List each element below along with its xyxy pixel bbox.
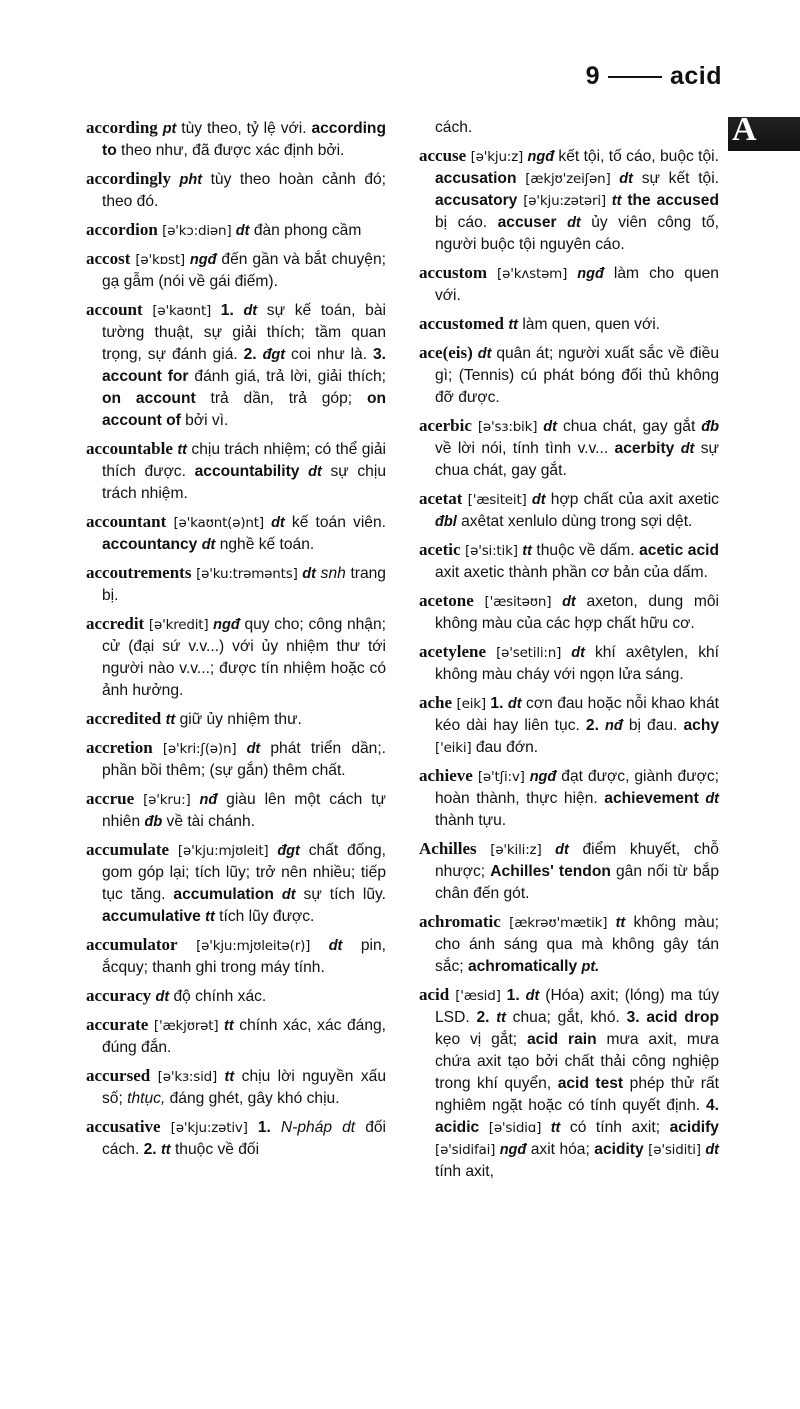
definition-text: kẹo vị gắt; [435,1031,527,1048]
pronunciation: [ə'kju:z] [470,149,524,165]
headword: account [86,300,143,319]
part-of-speech: dt [243,303,258,319]
part-of-speech: dt [555,842,569,858]
dictionary-entry-accuracy [86,985,386,1008]
part-of-speech: đbl [435,514,457,530]
definition-text: tích lũy được. [214,908,315,925]
definition-text: giữ ủy nhiệm thư. [175,711,302,728]
definition-text: làm cho quen với. [435,265,719,304]
definition-text: kế toán viên. [284,514,386,531]
page-number: 9 [585,62,600,90]
headword: accustom [419,263,487,282]
part-of-speech: dt [308,464,322,480]
dictionary-entry-accredit [86,613,386,702]
part-of-speech: dt [531,492,546,508]
definition-text: chịu lời nguyền xấu số; [102,1068,386,1107]
headword: accredited [86,709,162,728]
definition-text [143,302,153,319]
part-of-speech: dt [705,791,719,807]
definition-text: cơn đau hoặc nỗi khao khát kéo dài hay liên tục. [435,695,719,734]
definition-text: axit hóa; [526,1141,595,1158]
definition-text: chính xác, xác đáng, đúng đắn. [102,1017,386,1056]
sub-entry: accountability [194,463,300,480]
part-of-speech: tt [496,1010,506,1026]
definition-text [236,740,246,757]
part-of-speech: ngđ [189,252,217,268]
part-of-speech: dt [235,223,250,239]
dictionary-entry-acerbic [419,415,719,482]
dictionary-entry-achromatic [419,911,719,978]
definition-text: bị cáo. [435,214,498,231]
definition-text: chịu trách nhiệm; có thể giải thích được. [102,441,386,480]
sub-entry: Achilles' tendon [490,863,611,880]
headword: accretion [86,738,153,757]
dictionary-entry-accoutrements [86,562,386,607]
sub-entry: acetic acid [639,542,719,559]
dictionary-entry-accrue [86,788,386,833]
definition-text: chua; gắt, khó. [505,1009,627,1026]
part-of-speech: tt [224,1069,235,1085]
sub-entry: achromatically [467,958,578,975]
definition-text: nghề kế toán. [215,536,315,553]
usage-label: thtục, [127,1090,166,1107]
definition-text: độ chính xác. [169,988,267,1005]
dictionary-entry-accustomed [419,313,719,336]
sub-entry: acidity [594,1141,644,1158]
dictionary-entry-achieve [419,765,719,832]
part-of-speech: đb [144,814,163,830]
dictionary-entry-accumulate [86,839,386,928]
sub-entry: 2. [143,1141,157,1158]
headword: achromatic [419,912,501,931]
definition-text: sự chua chát, gay gắt. [435,440,719,479]
definition-text: phép thử rất nghiêm ngặt hoặc có tính quyết định. [435,1075,719,1114]
part-of-speech: ngđ [527,149,555,165]
part-of-speech: dt [281,887,296,903]
pronunciation: [ə'kɒst] [135,252,185,268]
definition-text: bị đau. [622,717,684,734]
page-header [586,62,722,91]
definition-text: thành tựu. [435,812,507,829]
definition-text [516,170,525,187]
headword: ace(eis) [419,343,473,362]
definition-text: cách. [435,119,473,136]
sub-entry: 3. account for [102,346,386,385]
sub-entry: according to [102,120,386,159]
definition-text: axêtat xenlulo dùng trong sợi dệt. [456,513,693,530]
pronunciation: ['ækjʊrət] [153,1018,219,1034]
headword: acerbic [419,416,472,435]
dictionary-entry-accuse [419,145,719,256]
part-of-speech: tt [522,543,532,559]
pronunciation: [ə'kaʊnt] [152,303,212,319]
sub-entry: 1. [490,695,504,712]
dictionary-entry-account [86,299,386,432]
headword: accuse [419,146,467,165]
definition-text [486,644,496,661]
part-of-speech: tt [508,317,518,333]
definition-text: đau đớn. [471,739,539,756]
definition-text: coi như là. [285,346,373,363]
part-of-speech: dt [619,171,633,187]
part-of-speech: dt [477,346,492,362]
dictionary-entry-accurate [86,1014,386,1059]
pronunciation: [ə'sidiɑ] [488,1120,542,1136]
part-of-speech: dt [571,645,585,661]
definition-text: theo như, đã được xác định bởi. [116,142,345,159]
headword: accumulate [86,840,170,859]
definition-text [161,1119,171,1136]
sub-entry: the accused [627,192,719,209]
dictionary-entry-accumulator [86,934,386,979]
part-of-speech: dt [705,1142,719,1158]
part-of-speech: dt [201,537,216,553]
definition-text: khí axêtylen, khí không màu cháy với ngọn lửa sáng. [435,644,719,683]
definition-text [551,593,562,610]
part-of-speech: ngđ [213,617,240,633]
definition-text: sự chịu trách nhiệm. [102,463,386,502]
definition-text [501,914,509,931]
headword: accordingly [86,169,171,188]
headword: accumulator [86,935,178,954]
left-column [86,117,386,1167]
definition-text [264,514,271,531]
pronunciation: ['eiki] [435,740,472,756]
right-column [419,117,719,1189]
part-of-speech: dt [567,215,581,231]
definition-text [150,1068,157,1085]
part-of-speech: tt [615,915,626,931]
definition-text: chất đống, gom góp lại; tích lũy; trở nên nhiều; tiếp tục tăng. [102,842,386,903]
definition-text [271,1119,281,1136]
definition-text: quân át; người xuất sắc về điều gì; (Tennis) cú phát bóng đối thủ không đỡ được. [435,345,719,406]
part-of-speech: dt [271,515,285,531]
part-of-speech: pt [162,121,177,137]
definition-text: đánh giá, trả lời, giải thích; [188,368,386,385]
definition-text: thuộc về dấm. [531,542,640,559]
part-of-speech: đgt [277,843,300,859]
sub-entry: acid test [557,1075,624,1092]
definition-text: mưa axit, mưa chứa axit tạo bởi chất thải công nghiệp trong khí quyển, [435,1031,719,1092]
definition-text [299,463,308,480]
headword: acid [419,985,450,1004]
definition-text: tùy theo, tỷ lệ với. [176,120,312,137]
dictionary-entry-accountable [86,438,386,505]
definition-text: không màu; cho ánh sáng qua mà không gây tán sắc; [435,914,719,975]
pronunciation: [ə'setili:n] [496,645,562,661]
guide-word: acid [669,62,722,90]
definition-text: về tài chánh. [162,813,255,830]
dictionary-entry-ace [419,342,719,409]
sub-entry: 2. [476,1009,490,1026]
definition-text [310,937,328,954]
dictionary-entry-accost [86,248,386,293]
headword: ache [419,693,453,712]
definition-text: trang bị. [102,565,386,604]
definition-text: (Hóa) axit; (lóng) ma túy LSD. [435,987,720,1026]
pronunciation: [ə'ku:trəmənts] [196,566,298,582]
definition-text: sự kết tội. [632,170,719,187]
definition-text [153,740,163,757]
pronunciation: ['æsitəʊn] [484,594,552,610]
part-of-speech: đb [701,419,719,435]
pronunciation: [ə'kredit] [148,617,209,633]
pronunciation: [ə'kju:mjʊleitə(r)] [196,938,311,954]
part-of-speech: tt [177,442,187,458]
dictionary-entry-accustom [419,262,719,307]
pronunciation: [ə'kʌstəm] [497,266,568,282]
pronunciation: ['æsiteit] [467,492,527,508]
headword: acetone [419,591,474,610]
part-of-speech: dt [680,441,695,457]
headword: accurate [86,1015,149,1034]
part-of-speech: tt [205,909,215,925]
part-of-speech: dt [246,741,261,757]
definition-text: tùy theo hoàn cảnh đó; theo đó. [102,171,386,210]
definition-text: đáng ghét, gây khó chịu. [165,1090,340,1107]
sub-entry: on account [102,390,196,407]
part-of-speech: tt [550,1120,561,1136]
pronunciation: [ə'kru:] [143,792,191,808]
pronunciation: [eik] [456,696,486,712]
headword: accoutrements [86,563,192,582]
definition-text: giàu lên một cách tự nhiên [102,791,386,830]
definition-text [134,791,143,808]
definition-text [542,841,556,858]
thumb-tab-letter: A [732,111,757,148]
headword: accustomed [419,314,504,333]
definition-text: đạt được, giành được; hoàn thành, thực hiện. [435,768,719,807]
definition-text [479,1119,489,1136]
dictionary-entry-accordingly [86,168,386,213]
pronunciation: [ə'kju:zətəri] [523,193,606,209]
part-of-speech: dt [525,988,540,1004]
dictionary-entry-accordion [86,219,386,242]
dictionary-entry-accusative [86,1116,386,1161]
header-dash [608,76,662,78]
definition-text [487,265,497,282]
definition-text: về lời nói, tính tình v.v... [435,440,615,457]
headword: acetat [419,489,463,508]
dictionary-entry-according [86,117,386,162]
part-of-speech: ngđ [499,1142,527,1158]
usage-label: N-pháp dt [280,1119,356,1136]
pronunciation: [ə'si:tik] [465,543,518,559]
sub-entry: accountancy [102,536,198,553]
pronunciation: [ə'kju:zətiv] [170,1120,248,1136]
part-of-speech: dt [562,594,576,610]
sub-entry: achy [683,717,720,734]
headword: accountant [86,512,167,531]
part-of-speech: tt [224,1018,234,1034]
dictionary-entry-acetone [419,590,719,635]
part-of-speech: đgt [262,347,286,363]
part-of-speech: ngđ [577,266,604,282]
headword: Achilles [419,839,477,858]
sub-entry: acerbity [614,440,675,457]
definition-text [557,214,568,231]
definition-text: đối cách. [102,1119,386,1158]
definition-text: bởi vì. [180,412,229,429]
sub-entry: 1. [220,302,234,319]
definition-text [567,265,577,282]
headword: accost [86,249,131,268]
definition-text: kết tội, tố cáo, buộc tội. [554,148,719,165]
headword: accordion [86,220,158,239]
sub-entry: 1. [506,987,520,1004]
part-of-speech: tt [165,712,176,728]
pronunciation: [ə'kili:z] [490,842,542,858]
definition-text [248,1119,258,1136]
pronunciation: [ə'sidifai] [435,1142,496,1158]
definition-text: quy cho; công nhận; cử (đại sứ v.v...) với ủy nhiệm thư tới người nào v.v...; được tín nhiệm hoặc có ảnh hưởng. [102,616,386,699]
pronunciation: [ə'kaʊnt(ə)nt] [173,515,264,531]
pronunciation: [ə'tʃi:v] [477,769,525,785]
pronunciation: [ə'kɔ:diən] [162,223,232,239]
definition-text [274,886,282,903]
definition-text: có tính axit; [560,1119,670,1136]
usage-label: snh [320,565,346,582]
definition-text: đến gần và bắt chuyện; gạ gẫm (nói về gái điếm). [102,251,386,290]
definition-text [178,937,196,954]
sub-entry: 3. acid drop [626,1009,719,1026]
definition-text [607,914,615,931]
dictionary-entry-acetic [419,539,719,584]
part-of-speech: dt [328,938,343,954]
pronunciation: [ə'sɜ:bik] [477,419,538,435]
definition-text: chua chát, gay gắt [556,418,702,435]
dictionary-entry-acid [419,984,719,1183]
part-of-speech: pht [179,172,203,188]
dictionary-entry-acetat [419,488,719,533]
definition-text [474,593,485,610]
part-of-speech: nđ [605,718,623,734]
sub-entry: accusatory [435,192,518,209]
part-of-speech: nđ [199,792,218,808]
definition-text [477,841,491,858]
definition-text: gân nối từ bắp chân đến gót. [435,863,719,902]
sub-entry: accuser [497,214,557,231]
definition-text [171,171,180,188]
pronunciation: [ə'kju:mjʊleit] [177,843,269,859]
dictionary-entry-accursed [86,1065,386,1110]
definition-text: sự tích lũy. [295,886,386,903]
part-of-speech: tt [160,1142,171,1158]
letter-thumb-tab [728,111,800,151]
headword: according [86,118,158,137]
definition-text [169,842,178,859]
sub-entry: 2. [585,717,599,734]
definition-text: trả dần, trả góp; [195,390,367,407]
pronunciation: ['æsid] [455,988,501,1004]
headword: accursed [86,1066,151,1085]
definition-text: làm quen, quen với. [518,316,660,333]
sub-entry: on account of [102,390,386,429]
definition-text: hợp chất của axit axetic [545,491,719,508]
part-of-speech: dt [155,989,170,1005]
sub-entry: 4. acidic [435,1097,719,1136]
dictionary-entry-accretion [86,737,386,782]
definition-text [611,170,620,187]
definition-text [211,302,221,319]
definition-text [561,644,571,661]
pronunciation: [ə'kri:ʃ(ə)n] [162,741,237,757]
definition-text [234,302,244,319]
part-of-speech: ngđ [529,769,557,785]
part-of-speech: dt [302,566,316,582]
headword: accuracy [86,986,152,1005]
part-of-speech: dt [507,696,522,712]
dictionary-entry-accountant [86,511,386,556]
sub-entry: accumulation [173,886,274,903]
sub-entry: 1. [257,1119,271,1136]
sub-entry: acid rain [526,1031,597,1048]
definition-text: axeton, dung môi không màu của các hợp chất hữu cơ. [435,593,719,632]
definition-text: đàn phong cầm [249,222,362,239]
dictionary-entry-ache [419,692,719,759]
dictionary-entry-accredited [86,708,386,731]
headword: accusative [86,1117,161,1136]
definition-text [541,1119,551,1136]
definition-text: axit axetic thành phần cơ bản của dấm. [435,564,708,581]
pronunciation: [ə'kɜ:sid] [157,1069,218,1085]
headword: achieve [419,766,473,785]
sub-entry: acidify [669,1119,719,1136]
pronunciation: [ə'siditi] [648,1142,701,1158]
definition-text: ủy viên công tố, người buộc tội nguyên cáo. [435,214,719,253]
pronunciation: [ækrəʊ'mætik] [509,915,608,931]
headword: acetylene [419,642,487,661]
dictionary-entry-achilles [419,838,719,905]
definition-text: sự kế toán, bài tường thuật, sự giải thích; tầm quan trọng, sự đánh giá. [102,302,386,363]
sub-entry: 2. [243,346,257,363]
part-of-speech: dt [543,419,557,435]
headword: accrue [86,789,135,808]
definition-text: tính axit, [435,1163,494,1180]
sub-entry: achievement [604,790,699,807]
headword: acetic [419,540,461,559]
pronunciation: [ækjʊ'zeiʃən] [525,171,611,187]
headword: accountable [86,439,173,458]
definition-text [217,1068,224,1085]
definition-text: thuộc về đối [170,1141,260,1158]
sub-entry: accusation [435,170,517,187]
part-of-speech: pt. [581,959,600,975]
definition-text: phát triển dần;. phần bồi thêm; (sự gắn) thêm chất. [102,740,386,779]
part-of-speech: tt [611,193,622,209]
definition-text: điểm khuyết, chỗ nhược; [435,841,719,880]
dictionary-entry-acetylene [419,641,719,686]
headword: accredit [86,614,145,633]
definition-text: pin, ắcquy; thanh ghi trong máy tính. [102,937,386,976]
dictionary-entry-accusative-cont [419,117,719,139]
sub-entry: accumulative [102,908,201,925]
definition-text [269,842,278,859]
